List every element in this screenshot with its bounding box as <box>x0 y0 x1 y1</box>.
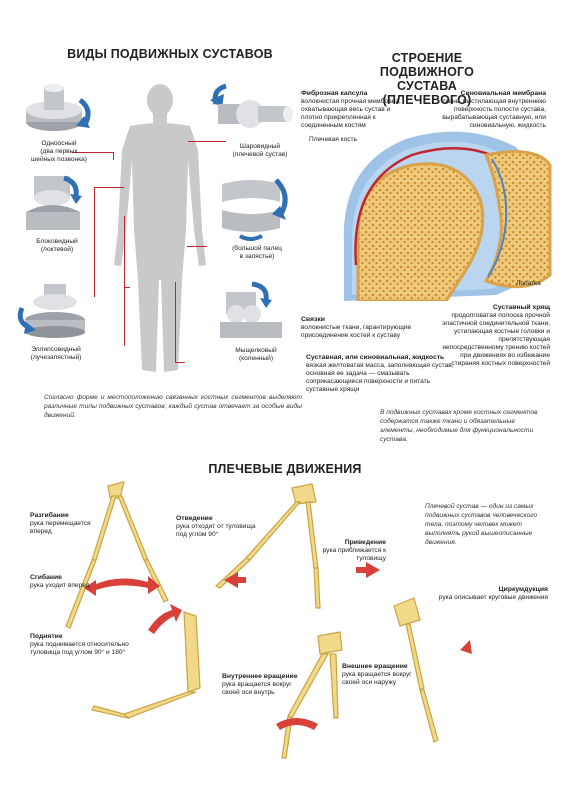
abduction-text: рука отходит от туловища под углом 90° <box>176 523 256 538</box>
adduction-title: Приведение <box>344 539 386 546</box>
leader-line <box>188 141 226 142</box>
ligaments-label <box>301 316 431 340</box>
fluid-text: вязкая желтоватая масса, заполняющая сустав, основная ее задача — смазывать соприкасающиеся поверхности и питать суставные хрящи <box>306 362 454 393</box>
movements-note: Плечевой сустав — один из самых подвижных суставов человеческого тела, поэтому человек может выполнять рукой вышеописанные движения. <box>425 503 538 546</box>
ball-label: Шаровидный (плечевой сустав) <box>232 143 288 158</box>
leader-line <box>124 287 130 288</box>
cartilage-label <box>440 304 550 368</box>
leader-line <box>124 216 125 346</box>
synovial-title: Синовиальная мембрана <box>460 90 546 97</box>
fluid-title: Суставная, или синовиальная, жидкость <box>306 354 445 361</box>
external-rotation-title: Внешнее вращение <box>342 663 408 670</box>
condylar-label: Мыщелковый (коленный) <box>235 347 277 362</box>
capsule-label <box>301 90 411 130</box>
external-rotation-text: рука вращается вокруг своей оси наружу <box>342 671 412 686</box>
extension-title: Разгибание <box>30 512 69 519</box>
flexion-title: Сгибание <box>30 574 62 581</box>
extension-label <box>30 512 100 536</box>
ligaments-text: волокнистые ткани, гарантирующие присоединение костей к суставу <box>301 324 412 339</box>
leader-line <box>175 282 176 362</box>
movements-title: ПЛЕЧЕВЫЕ ДВИЖЕНИЯ <box>208 462 362 476</box>
hinge-label: Блоковидный (локтевой) <box>36 238 78 253</box>
raising-text: рука поднимается относительно туловища под углом 90° и 180° <box>30 641 129 656</box>
structure-title-line2: СУСТАВА (ПЛЕЧЕВОГО) <box>382 79 472 107</box>
adduction-text: рука приближается к туловищу <box>322 547 386 562</box>
raising-title: Поднятие <box>30 633 63 640</box>
capsule-text: волокнистая прочная мембрана, охватывающая весь сустав и плотно прикрепленная к соединенным костям <box>301 98 401 129</box>
fluid-label <box>306 354 454 394</box>
internal-rotation-label <box>222 673 306 697</box>
raising-label <box>30 633 130 657</box>
uniaxial-joint-model <box>14 82 98 136</box>
circumduction-title: Циркумдукция <box>498 586 548 593</box>
abduction-label <box>176 515 266 539</box>
circumduction-label <box>420 586 548 602</box>
joint-types-note: Согласно форме и местоположению связанных костных сегментов выделяют различные типы подвижных суставов; каждый сустав отвечает за особые виды движений. <box>44 394 302 419</box>
ellipsoid-joint-model <box>14 282 98 342</box>
structure-note: В подвижных суставах кроме костных сегментов содержатся также ткани и обязательные элементы, необходимые для функциональности сустава. <box>380 409 538 443</box>
synovial-text: ткань, выстилающая внутреннюю поверхность полости сустава, вырабатывающая суставную, или синовиальную, жидкость <box>442 98 546 129</box>
circumduction-text: рука описывает круговые движения <box>438 594 548 601</box>
adduction-label <box>320 539 386 563</box>
uniaxial-label: Одноосный (два первых шейных позвонка) <box>31 140 87 163</box>
cartilage-text: продолговатая полоска прочной эластичной соединительной ткани, устилающая костные головки и препятствующая непосредственному трению костей при движениях во избежание стирания костных поверхностей <box>442 312 550 367</box>
cartilage-title: Суставный хрящ <box>492 304 550 311</box>
flexion-text: рука уходит вперед <box>30 582 90 589</box>
internal-rotation-text: рука вращается вокруг своей оси внутрь <box>222 681 292 696</box>
external-rotation-label <box>342 663 426 687</box>
ball-joint-model <box>206 82 296 138</box>
ligaments-title: Связки <box>301 316 325 323</box>
condylar-joint-model <box>212 280 296 342</box>
joint-types-title: ВИДЫ ПОДВИЖНЫХ СУСТАВОВ <box>67 47 273 61</box>
humerus-label: Плечевая кость <box>309 136 358 143</box>
internal-rotation-title: Внутреннее вращение <box>222 673 298 680</box>
flexion-label <box>30 574 100 590</box>
abduction-title: Отведение <box>176 515 213 522</box>
saddle-joint-model <box>210 176 294 242</box>
ellipsoid-label: Эллипсовидный (лучезапястный) <box>30 346 82 361</box>
capsule-title: Фиброзная капсула <box>301 90 368 97</box>
leader-line <box>175 362 185 363</box>
extension-text: рука перемещается вперед <box>30 520 91 535</box>
leader-line <box>113 152 114 160</box>
shoulder-joint-illustration <box>336 125 554 301</box>
leader-line <box>187 246 207 247</box>
saddle-label: (большой палец в запястье) <box>232 245 282 260</box>
hinge-joint-model <box>16 172 100 236</box>
synovial-label <box>428 90 546 130</box>
scapula-label: Лопатка <box>516 280 541 287</box>
structure-title-line1: СТРОЕНИЕ ПОДВИЖНОГО <box>379 51 475 79</box>
